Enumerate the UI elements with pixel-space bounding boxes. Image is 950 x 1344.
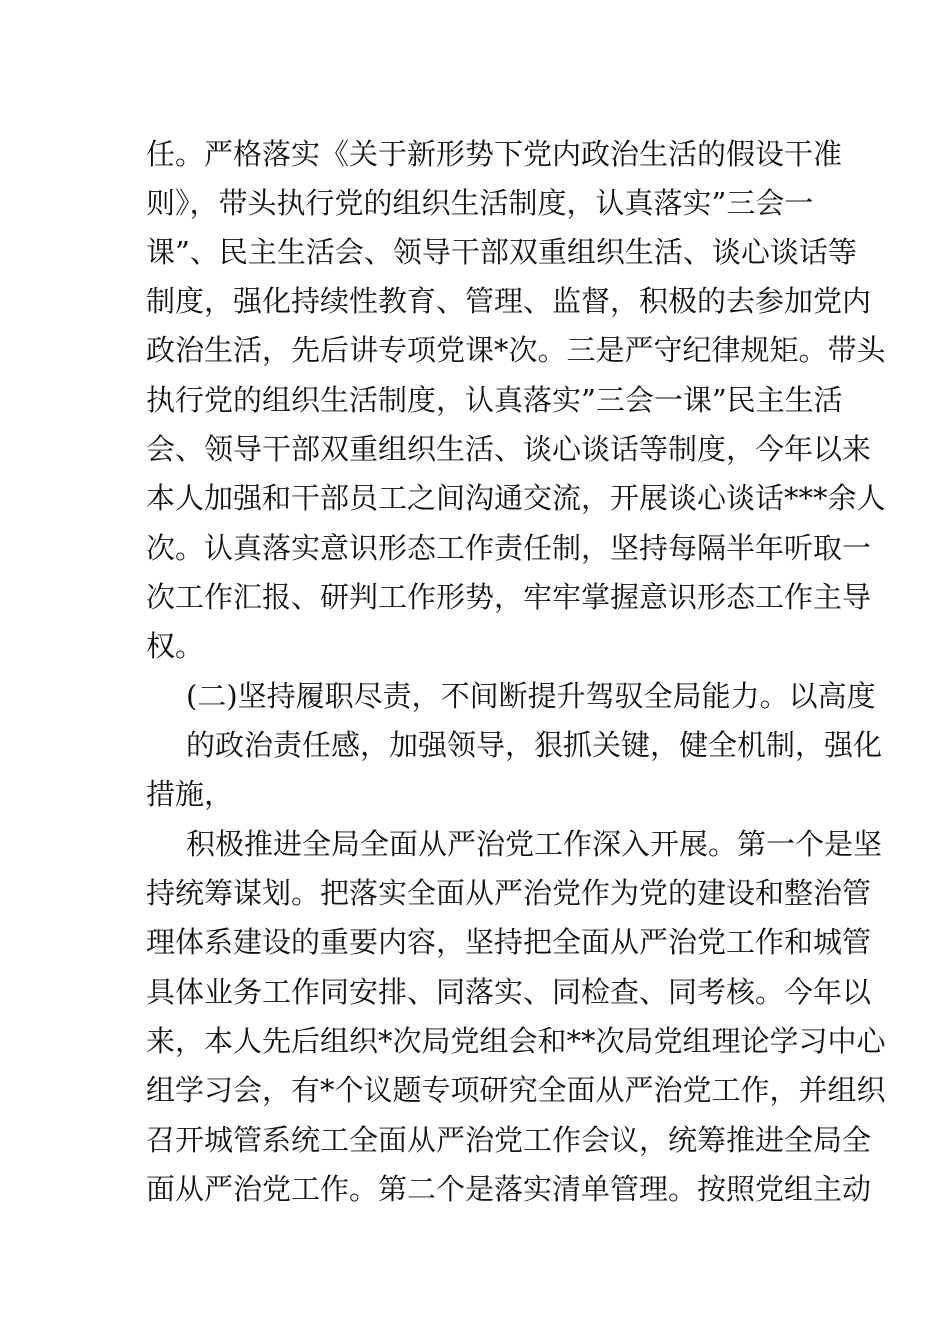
text-line: 来，本人先后组织*次局党组会和**次局党组理论学习中心 xyxy=(146,1024,886,1058)
text-line: 召开城管系统工全面从严治党工作会议，统筹推进全局全 xyxy=(146,1123,872,1157)
text-line: 政治生活，先后讲专项党课*次。三是严守纪律规矩。带头 xyxy=(146,333,886,367)
text-line: 次工作汇报、研判工作形势，牢牢掌握意识形态工作主导 xyxy=(146,580,872,614)
text-line: 积极推进全局全面从严治党工作深入开展。第一个是坚 xyxy=(186,827,883,861)
text-line: 会、领导干部双重组织生活、谈心谈话等制度，今年以来 xyxy=(146,432,872,466)
text-line: 具体业务工作同安排、同落实、同检查、同考核。今年以 xyxy=(146,975,872,1009)
text-line: 任。严格落实《关于新形势下党内政治生活的假设干准 xyxy=(146,137,843,171)
section-heading: (二)坚持履职尽责，不间断提升驾驭全局能力。以高度 xyxy=(186,679,876,713)
text-line: 课”、民主生活会、领导干部双重组织生活、谈心谈话等 xyxy=(146,235,857,269)
text-line: 的政治责任感，加强领导，狠抓关键，健全机制，强化 xyxy=(186,728,883,762)
text-line: 次。认真落实意识形态工作责任制，坚持每隔半年听取一 xyxy=(146,531,872,565)
text-line: 则》，带头执行党的组织生活制度，认真落实”三会一 xyxy=(146,186,814,220)
text-line: 执行党的组织生活制度，认真落实”三会一课”民主生活 xyxy=(146,383,843,417)
text-line: 措施， xyxy=(146,777,234,811)
text-line: 面从严治党工作。第二个是落实清单管理。按照党组主动 xyxy=(146,1172,872,1206)
text-line: 制度，强化持续性教育、管理、监督，积极的去参加党内 xyxy=(146,284,872,318)
text-line: 理体系建设的重要内容，坚持把全面从严治党工作和城管 xyxy=(146,925,872,959)
text-line: 持统筹谋划。把落实全面从严治党作为党的建设和整治管 xyxy=(146,876,872,910)
text-line: 本人加强和干部员工之间沟通交流，开展谈心谈话***余人 xyxy=(146,481,886,515)
text-line: 组学习会，有*个议题专项研究全面从严治党工作，并组织 xyxy=(146,1073,886,1107)
text-line: 权。 xyxy=(146,629,205,663)
